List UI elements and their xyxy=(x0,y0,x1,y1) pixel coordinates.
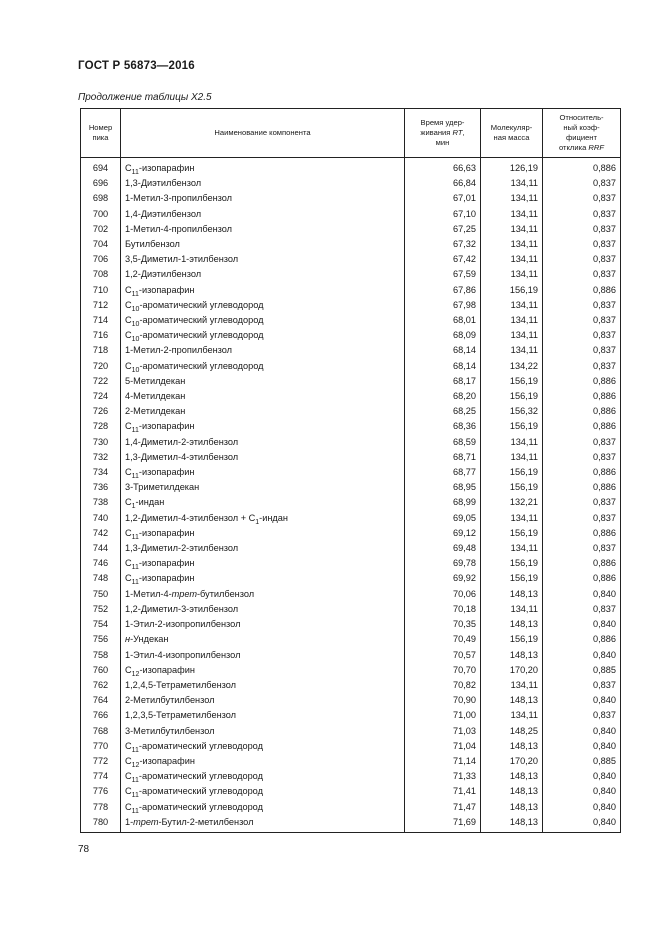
table-row xyxy=(81,374,621,389)
component-name-cell: $C_{10}$-ароматический углеводород xyxy=(121,359,405,374)
rrf-cell: 0,840 xyxy=(543,587,621,602)
table-row xyxy=(81,435,621,450)
molecular-mass-cell: 134,11 xyxy=(481,237,543,252)
peak-number-cell: 740 xyxy=(81,511,121,526)
rrf-cell: 0,840 xyxy=(543,769,621,784)
peak-number-cell: 762 xyxy=(81,678,121,693)
page-number: 78 xyxy=(78,844,90,855)
molecular-mass-cell: 156,19 xyxy=(481,526,543,541)
rrf-cell: 0,886 xyxy=(543,556,621,571)
rrf-cell: 0,837 xyxy=(543,435,621,450)
components-table xyxy=(80,108,621,833)
component-name-cell: 1-Этил-2-изопропилбензол xyxy=(121,617,405,632)
component-name-cell: 5-Метилдекан xyxy=(121,374,405,389)
molecular-mass-cell: 134,11 xyxy=(481,602,543,617)
retention-time-cell: 67,10 xyxy=(405,207,481,222)
peak-number-cell: 698 xyxy=(81,191,121,206)
component-name-cell: 1,2,4,5-Тетраметилбензол xyxy=(121,678,405,693)
peak-number-cell: 768 xyxy=(81,724,121,739)
rrf-cell: 0,885 xyxy=(543,754,621,769)
retention-time-cell: 70,90 xyxy=(405,693,481,708)
table-row xyxy=(81,769,621,784)
retention-time-cell: 68,95 xyxy=(405,480,481,495)
peak-number-cell: 728 xyxy=(81,419,121,434)
retention-time-cell: 70,57 xyxy=(405,648,481,663)
component-name-cell: $C_{11}$-ароматический углеводород xyxy=(121,769,405,784)
molecular-mass-cell: 156,19 xyxy=(481,480,543,495)
rrf-cell: 0,837 xyxy=(543,343,621,358)
molecular-mass-cell: 134,11 xyxy=(481,541,543,556)
peak-number-cell: 718 xyxy=(81,343,121,358)
table-row xyxy=(81,571,621,586)
molecular-mass-cell: 156,19 xyxy=(481,419,543,434)
table-row xyxy=(81,724,621,739)
component-name-cell: 3-Триметилдекан xyxy=(121,480,405,495)
rrf-cell: 0,886 xyxy=(543,404,621,419)
retention-time-cell: 67,59 xyxy=(405,267,481,282)
component-name-cell: 2-Метилбутилбензол xyxy=(121,693,405,708)
component-name-cell: $C_{11}$-ароматический углеводород xyxy=(121,800,405,815)
molecular-mass-cell: 148,13 xyxy=(481,587,543,602)
molecular-mass-cell: 134,11 xyxy=(481,267,543,282)
rrf-cell: 0,837 xyxy=(543,267,621,282)
table-row xyxy=(81,237,621,252)
peak-number-cell: 744 xyxy=(81,541,121,556)
component-name-cell: 2-Метилдекан xyxy=(121,404,405,419)
peak-number-cell: 710 xyxy=(81,283,121,298)
retention-time-cell: 71,14 xyxy=(405,754,481,769)
molecular-mass-cell: 134,22 xyxy=(481,359,543,374)
table-row xyxy=(81,283,621,298)
retention-time-cell: 71,47 xyxy=(405,800,481,815)
retention-time-cell: 68,36 xyxy=(405,419,481,434)
peak-number-cell: 750 xyxy=(81,587,121,602)
retention-time-cell: 69,48 xyxy=(405,541,481,556)
rrf-cell: 0,837 xyxy=(543,328,621,343)
retention-time-cell: 70,18 xyxy=(405,602,481,617)
table-row xyxy=(81,176,621,191)
molecular-mass-cell: 148,13 xyxy=(481,784,543,799)
peak-number-cell: 708 xyxy=(81,267,121,282)
retention-time-cell: 69,12 xyxy=(405,526,481,541)
molecular-mass-cell: 134,11 xyxy=(481,511,543,526)
component-name-cell: н-Ундекан xyxy=(121,632,405,647)
rrf-cell: 0,886 xyxy=(543,480,621,495)
retention-time-cell: 68,20 xyxy=(405,389,481,404)
rrf-cell: 0,837 xyxy=(543,450,621,465)
peak-number-cell: 736 xyxy=(81,480,121,495)
molecular-mass-cell: 170,20 xyxy=(481,663,543,678)
table-row xyxy=(81,815,621,833)
peak-number-cell: 694 xyxy=(81,158,121,177)
rrf-cell: 0,837 xyxy=(543,252,621,267)
table-row xyxy=(81,693,621,708)
table-row xyxy=(81,739,621,754)
rrf-cell: 0,886 xyxy=(543,389,621,404)
retention-time-cell: 70,35 xyxy=(405,617,481,632)
molecular-mass-cell: 148,13 xyxy=(481,769,543,784)
component-name-cell: 1,2,3,5-Тетраметилбензол xyxy=(121,708,405,723)
peak-number-cell: 712 xyxy=(81,298,121,313)
component-name-cell: $C_{11}$-ароматический углеводород xyxy=(121,739,405,754)
peak-number-cell: 760 xyxy=(81,663,121,678)
peak-number-cell: 746 xyxy=(81,556,121,571)
peak-number-cell: 764 xyxy=(81,693,121,708)
retention-time-cell: 68,09 xyxy=(405,328,481,343)
molecular-mass-cell: 148,13 xyxy=(481,815,543,833)
molecular-mass-cell: 134,11 xyxy=(481,435,543,450)
rrf-cell: 0,840 xyxy=(543,693,621,708)
rrf-cell: 0,886 xyxy=(543,419,621,434)
retention-time-cell: 70,06 xyxy=(405,587,481,602)
component-name-cell: 3,5-Диметил-1-этилбензол xyxy=(121,252,405,267)
rrf-cell: 0,840 xyxy=(543,617,621,632)
col-header-name: Наименование компонента xyxy=(121,109,405,158)
retention-time-cell: 71,69 xyxy=(405,815,481,833)
table-row xyxy=(81,480,621,495)
retention-time-cell: 68,71 xyxy=(405,450,481,465)
table-row xyxy=(81,708,621,723)
peak-number-cell: 756 xyxy=(81,632,121,647)
table-row xyxy=(81,587,621,602)
table-row xyxy=(81,328,621,343)
peak-number-cell: 732 xyxy=(81,450,121,465)
peak-number-cell: 696 xyxy=(81,176,121,191)
peak-number-cell: 706 xyxy=(81,252,121,267)
component-name-cell: $C_{11}$-изопарафин xyxy=(121,465,405,480)
document-title: ГОСТ Р 56873—2016 xyxy=(78,60,195,72)
table-row xyxy=(81,450,621,465)
col-header-num: Номер пика xyxy=(81,109,121,158)
molecular-mass-cell: 156,32 xyxy=(481,404,543,419)
component-name-cell: $C_{10}$-ароматический углеводород xyxy=(121,313,405,328)
col-header-rrf: Относитель- ный коэф- фициент отклика RRF xyxy=(543,109,621,158)
molecular-mass-cell: 156,19 xyxy=(481,571,543,586)
retention-time-cell: 69,78 xyxy=(405,556,481,571)
retention-time-cell: 70,70 xyxy=(405,663,481,678)
rrf-cell: 0,840 xyxy=(543,724,621,739)
table-row xyxy=(81,784,621,799)
component-name-cell: 1-Метил-4-пропилбензол xyxy=(121,222,405,237)
peak-number-cell: 704 xyxy=(81,237,121,252)
table-row xyxy=(81,648,621,663)
molecular-mass-cell: 134,11 xyxy=(481,343,543,358)
molecular-mass-cell: 132,21 xyxy=(481,495,543,510)
peak-number-cell: 774 xyxy=(81,769,121,784)
molecular-mass-cell: 134,11 xyxy=(481,678,543,693)
molecular-mass-cell: 148,25 xyxy=(481,724,543,739)
molecular-mass-cell: 134,11 xyxy=(481,176,543,191)
component-name-cell: $C_{11}$-изопарафин xyxy=(121,526,405,541)
component-name-cell: 1-трет-Бутил-2-метилбензол xyxy=(121,815,405,833)
component-name-cell: 4-Метилдекан xyxy=(121,389,405,404)
component-name-cell: $C_{11}$-изопарафин xyxy=(121,283,405,298)
table-row xyxy=(81,343,621,358)
component-name-cell: 1,2-Диэтилбензол xyxy=(121,267,405,282)
peak-number-cell: 730 xyxy=(81,435,121,450)
retention-time-cell: 67,01 xyxy=(405,191,481,206)
rrf-cell: 0,840 xyxy=(543,784,621,799)
retention-time-cell: 71,03 xyxy=(405,724,481,739)
retention-time-cell: 70,49 xyxy=(405,632,481,647)
retention-time-cell: 68,25 xyxy=(405,404,481,419)
molecular-mass-cell: 148,13 xyxy=(481,693,543,708)
retention-time-cell: 70,82 xyxy=(405,678,481,693)
rrf-cell: 0,886 xyxy=(543,158,621,177)
component-name-cell: $C_{12}$-изопарафин xyxy=(121,663,405,678)
rrf-cell: 0,837 xyxy=(543,191,621,206)
component-name-cell: $C_{11}$-изопарафин xyxy=(121,158,405,177)
component-name-cell: 1,3-Диметил-2-этилбензол xyxy=(121,541,405,556)
peak-number-cell: 714 xyxy=(81,313,121,328)
rrf-cell: 0,886 xyxy=(543,571,621,586)
component-name-cell: 1-Этил-4-изопропилбензол xyxy=(121,648,405,663)
component-name-cell: 1,2-Диметил-3-этилбензол xyxy=(121,602,405,617)
rrf-cell: 0,840 xyxy=(543,648,621,663)
table-row xyxy=(81,617,621,632)
peak-number-cell: 748 xyxy=(81,571,121,586)
molecular-mass-cell: 156,19 xyxy=(481,556,543,571)
table-row xyxy=(81,389,621,404)
molecular-mass-cell: 148,13 xyxy=(481,617,543,632)
col-header-mm: Молекуляр- ная масса xyxy=(481,109,543,158)
table-row xyxy=(81,252,621,267)
table-caption: Продолжение таблицы X2.5 xyxy=(78,92,212,103)
component-name-cell: Бутилбензол xyxy=(121,237,405,252)
rrf-cell: 0,886 xyxy=(543,465,621,480)
rrf-cell: 0,837 xyxy=(543,708,621,723)
molecular-mass-cell: 134,11 xyxy=(481,191,543,206)
component-name-cell: $C_{12}$-изопарафин xyxy=(121,754,405,769)
table-row xyxy=(81,465,621,480)
component-name-cell: $C_{11}$-изопарафин xyxy=(121,419,405,434)
molecular-mass-cell: 148,13 xyxy=(481,739,543,754)
peak-number-cell: 776 xyxy=(81,784,121,799)
peak-number-cell: 716 xyxy=(81,328,121,343)
table-header-row xyxy=(81,109,621,158)
rrf-cell: 0,837 xyxy=(543,511,621,526)
peak-number-cell: 700 xyxy=(81,207,121,222)
col-header-rt: Время удер- живания RT, мин xyxy=(405,109,481,158)
molecular-mass-cell: 134,11 xyxy=(481,207,543,222)
retention-time-cell: 71,33 xyxy=(405,769,481,784)
retention-time-cell: 68,17 xyxy=(405,374,481,389)
retention-time-cell: 68,99 xyxy=(405,495,481,510)
molecular-mass-cell: 134,11 xyxy=(481,252,543,267)
table-row xyxy=(81,191,621,206)
rrf-cell: 0,886 xyxy=(543,526,621,541)
rrf-cell: 0,837 xyxy=(543,678,621,693)
rrf-cell: 0,840 xyxy=(543,739,621,754)
retention-time-cell: 71,04 xyxy=(405,739,481,754)
retention-time-cell: 68,01 xyxy=(405,313,481,328)
molecular-mass-cell: 134,11 xyxy=(481,298,543,313)
retention-time-cell: 67,32 xyxy=(405,237,481,252)
peak-number-cell: 752 xyxy=(81,602,121,617)
component-name-cell: $C_1$-индан xyxy=(121,495,405,510)
peak-number-cell: 722 xyxy=(81,374,121,389)
table-body xyxy=(81,158,621,833)
molecular-mass-cell: 148,13 xyxy=(481,648,543,663)
peak-number-cell: 766 xyxy=(81,708,121,723)
table-row xyxy=(81,404,621,419)
molecular-mass-cell: 134,11 xyxy=(481,222,543,237)
table-row xyxy=(81,663,621,678)
rrf-cell: 0,837 xyxy=(543,222,621,237)
rrf-cell: 0,840 xyxy=(543,800,621,815)
peak-number-cell: 720 xyxy=(81,359,121,374)
retention-time-cell: 67,86 xyxy=(405,283,481,298)
component-name-cell: 1-Метил-4-трет-бутилбензол xyxy=(121,587,405,602)
molecular-mass-cell: 134,11 xyxy=(481,313,543,328)
table-row xyxy=(81,800,621,815)
table-row xyxy=(81,602,621,617)
component-name-cell: 3-Метилбутилбензол xyxy=(121,724,405,739)
peak-number-cell: 758 xyxy=(81,648,121,663)
table-row xyxy=(81,298,621,313)
peak-number-cell: 780 xyxy=(81,815,121,833)
table-row xyxy=(81,632,621,647)
molecular-mass-cell: 148,13 xyxy=(481,800,543,815)
molecular-mass-cell: 156,19 xyxy=(481,283,543,298)
component-name-cell: 1,4-Диэтилбензол xyxy=(121,207,405,222)
peak-number-cell: 778 xyxy=(81,800,121,815)
table-row xyxy=(81,158,621,177)
retention-time-cell: 68,59 xyxy=(405,435,481,450)
table-row xyxy=(81,511,621,526)
peak-number-cell: 726 xyxy=(81,404,121,419)
rrf-cell: 0,837 xyxy=(543,541,621,556)
component-name-cell: $C_{11}$-изопарафин xyxy=(121,556,405,571)
table-row xyxy=(81,495,621,510)
table-row xyxy=(81,267,621,282)
component-name-cell: 1,3-Диметил-4-этилбензол xyxy=(121,450,405,465)
peak-number-cell: 738 xyxy=(81,495,121,510)
molecular-mass-cell: 156,19 xyxy=(481,389,543,404)
retention-time-cell: 66,84 xyxy=(405,176,481,191)
rrf-cell: 0,885 xyxy=(543,663,621,678)
rrf-cell: 0,886 xyxy=(543,283,621,298)
rrf-cell: 0,837 xyxy=(543,359,621,374)
molecular-mass-cell: 156,19 xyxy=(481,374,543,389)
rrf-cell: 0,886 xyxy=(543,374,621,389)
rrf-cell: 0,837 xyxy=(543,298,621,313)
retention-time-cell: 66,63 xyxy=(405,158,481,177)
table-row xyxy=(81,526,621,541)
rrf-cell: 0,837 xyxy=(543,495,621,510)
retention-time-cell: 68,14 xyxy=(405,359,481,374)
table-row xyxy=(81,313,621,328)
molecular-mass-cell: 156,19 xyxy=(481,465,543,480)
molecular-mass-cell: 170,20 xyxy=(481,754,543,769)
rrf-cell: 0,837 xyxy=(543,602,621,617)
retention-time-cell: 67,25 xyxy=(405,222,481,237)
table-row xyxy=(81,541,621,556)
retention-time-cell: 68,14 xyxy=(405,343,481,358)
table-row xyxy=(81,222,621,237)
retention-time-cell: 69,92 xyxy=(405,571,481,586)
peak-number-cell: 702 xyxy=(81,222,121,237)
retention-time-cell: 67,42 xyxy=(405,252,481,267)
retention-time-cell: 67,98 xyxy=(405,298,481,313)
component-name-cell: 1,3-Диэтилбензол xyxy=(121,176,405,191)
molecular-mass-cell: 156,19 xyxy=(481,632,543,647)
table-row xyxy=(81,419,621,434)
retention-time-cell: 71,41 xyxy=(405,784,481,799)
component-name-cell: $C_{11}$-ароматический углеводород xyxy=(121,784,405,799)
rrf-cell: 0,837 xyxy=(543,237,621,252)
molecular-mass-cell: 134,11 xyxy=(481,328,543,343)
peak-number-cell: 734 xyxy=(81,465,121,480)
molecular-mass-cell: 134,11 xyxy=(481,450,543,465)
component-name-cell: 1,4-Диметил-2-этилбензол xyxy=(121,435,405,450)
retention-time-cell: 69,05 xyxy=(405,511,481,526)
rrf-cell: 0,840 xyxy=(543,815,621,833)
table-row xyxy=(81,359,621,374)
table-row xyxy=(81,207,621,222)
component-name-cell: 1-Метил-2-пропилбензол xyxy=(121,343,405,358)
retention-time-cell: 71,00 xyxy=(405,708,481,723)
retention-time-cell: 68,77 xyxy=(405,465,481,480)
component-name-cell: $C_{11}$-изопарафин xyxy=(121,571,405,586)
peak-number-cell: 742 xyxy=(81,526,121,541)
component-name-cell: 1,2-Диметил-4-этилбензол + $C_1$-индан xyxy=(121,511,405,526)
peak-number-cell: 724 xyxy=(81,389,121,404)
molecular-mass-cell: 126,19 xyxy=(481,158,543,177)
table-row xyxy=(81,678,621,693)
peak-number-cell: 772 xyxy=(81,754,121,769)
peak-number-cell: 770 xyxy=(81,739,121,754)
rrf-cell: 0,886 xyxy=(543,632,621,647)
component-name-cell: 1-Метил-3-пропилбензол xyxy=(121,191,405,206)
rrf-cell: 0,837 xyxy=(543,207,621,222)
table-row xyxy=(81,754,621,769)
rrf-cell: 0,837 xyxy=(543,176,621,191)
component-name-cell: $C_{10}$-ароматический углеводород xyxy=(121,298,405,313)
peak-number-cell: 754 xyxy=(81,617,121,632)
table-row xyxy=(81,556,621,571)
molecular-mass-cell: 134,11 xyxy=(481,708,543,723)
rrf-cell: 0,837 xyxy=(543,313,621,328)
component-name-cell: $C_{10}$-ароматический углеводород xyxy=(121,328,405,343)
